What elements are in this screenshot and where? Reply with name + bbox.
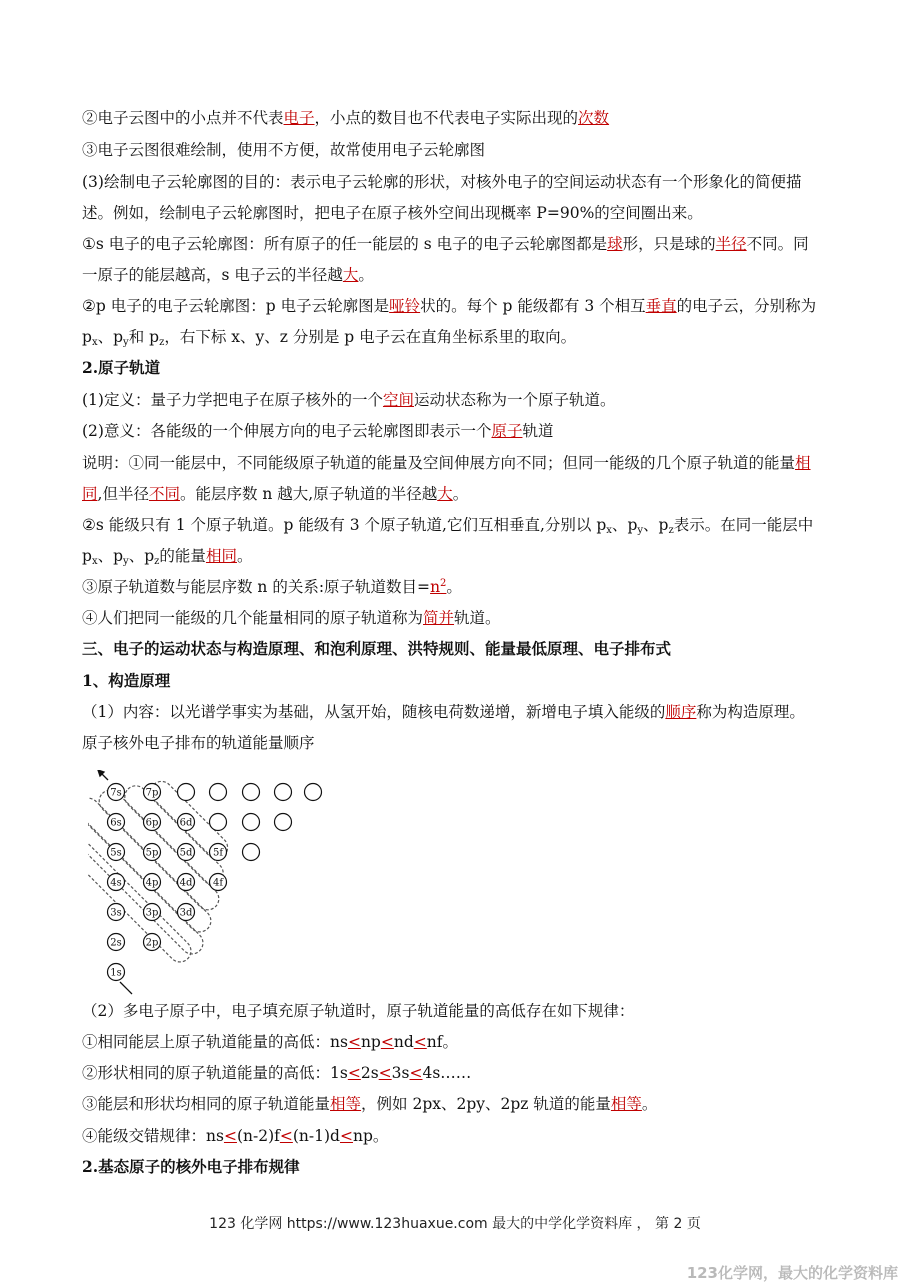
orbital-label: 3p bbox=[145, 907, 159, 919]
orbital-label: 3d bbox=[179, 907, 193, 919]
orbital-label: 3s bbox=[110, 907, 122, 919]
orbital-label: 4d bbox=[179, 877, 193, 889]
text-line: ②形状相同的原子轨道能量的高低：1s<2s<3s<4s…… bbox=[82, 1064, 472, 1082]
text-line: ③原子轨道数与能层序数 n 的关系:原子轨道数目$=n^2$。 bbox=[82, 578, 462, 596]
orbital-empty bbox=[275, 814, 292, 831]
orbital-label: 4p bbox=[145, 877, 159, 889]
orbital-label: 5p bbox=[145, 847, 159, 859]
text-line: ②电子云图中的小点并不代表电子，小点的数目也不代表电子实际出现的次数 bbox=[82, 109, 610, 127]
orbital-empty bbox=[243, 814, 260, 831]
text-line: $p_x$、$p_y$和 $p_z$，右下标 x、y、z 分别是 p 电子云在直角坐标系里的取向。 bbox=[82, 328, 577, 348]
section-heading: 2.原子轨道 bbox=[82, 358, 161, 377]
orbital-label: 1s bbox=[110, 967, 122, 979]
text-line: ④能级交错规律：ns<(n-2)f<(n-1)d<np。 bbox=[82, 1127, 389, 1145]
text-line: ④人们把同一能级的几个能量相同的原子轨道称为简并轨道。 bbox=[82, 609, 501, 627]
section-heading: 2.基态原子的核外电子排布规律 bbox=[82, 1157, 300, 1176]
orbital-label: 7p bbox=[145, 787, 159, 799]
text-line: (2)意义：各能级的一个伸展方向的电子云轮廓图即表示一个原子轨道 bbox=[82, 422, 554, 440]
text-line: $p_x$、$p_y$、$p_z$的能量相同。 bbox=[82, 547, 253, 567]
text-line: 原子核外电子排布的轨道能量顺序 bbox=[82, 734, 315, 752]
orbital-label: 6d bbox=[179, 817, 193, 829]
orbital-label: 5d bbox=[179, 847, 193, 859]
text-line: ①相同能层上原子轨道能量的高低：ns<np<nd<nf。 bbox=[82, 1033, 458, 1051]
text-line: ①s 电子的电子云轮廓图：所有原子的任一能层的 s 电子的电子云轮廓图都是球形，只是球的半径不同。同 bbox=[82, 235, 809, 253]
text-line: 一原子的能层越高，s 电子云的半径越大。 bbox=[82, 266, 374, 284]
text-line: 说明：①同一能层中，不同能级原子轨道的能量及空间伸展方向不同；但同一能级的几个原子轨道的能量相 bbox=[82, 454, 811, 472]
text-line: (3)绘制电子云轮廓图的目的：表示电子云轮廓的形状，对核外电子的空间运动状态有一个形象化的简便描 bbox=[82, 173, 802, 191]
orbital-label: 5f bbox=[212, 847, 224, 859]
orbital-empty bbox=[275, 784, 292, 801]
orbital-empty bbox=[210, 814, 227, 831]
orbital-label: 2s bbox=[110, 937, 122, 949]
orbital-empty bbox=[243, 844, 260, 861]
text-line: ②p 电子的电子云轮廓图：p 电子云轮廓图是哑铃状的。每个 p 能级都有 3 个相互垂直的电子云，分别称为 bbox=[82, 297, 817, 315]
orbital-label: 5s bbox=[110, 847, 122, 859]
section-heading: 1、构造原理 bbox=[82, 671, 171, 690]
orbital-label: 4s bbox=[110, 877, 122, 889]
text-line: ③电子云图很难绘制，使用不方便，故常使用电子云轮廓图 bbox=[82, 141, 486, 159]
text-line: 同,但半径不同。能层序数 n 越大,原子轨道的半径越大。 bbox=[82, 485, 469, 503]
orbital-empty bbox=[243, 784, 260, 801]
text-line: 述。例如，绘制电子云轮廓图时，把电子在原子核外空间出现概率 P=90%的空间圈出来。 bbox=[82, 204, 703, 222]
orbital-label: 7s bbox=[110, 787, 122, 799]
orbital-label: 6s bbox=[110, 817, 122, 829]
orbital-label: 6p bbox=[145, 817, 159, 829]
orbital-empty bbox=[305, 784, 322, 801]
orbital-label: 2p bbox=[145, 937, 159, 949]
orbital-label: 4f bbox=[212, 877, 224, 889]
text-line: （2）多电子原子中，电子填充原子轨道时，原子轨道能量的高低存在如下规律： bbox=[82, 1002, 635, 1020]
text-line: ②s 能级只有 1 个原子轨道。p 能级有 3 个原子轨道,它们互相垂直,分别以 $p_x$、$p_y$、$p_z$表示。在同一能层中 bbox=[82, 516, 814, 536]
text-line: (1)定义：量子力学把电子在原子核外的一个空间运动状态称为一个原子轨道。 bbox=[82, 391, 616, 409]
text-line: ③能层和形状均相同的原子轨道能量相等，例如 2px、2py、2pz 轨道的能量相等。 bbox=[82, 1095, 658, 1113]
section-heading: 三、电子的运动状态与构造原理、和泡利原理、洪特规则、能量最低原理、电子排布式 bbox=[82, 639, 672, 658]
watermark: 123化学网，最大的化学资料库 bbox=[686, 1264, 898, 1282]
orbital-empty bbox=[178, 784, 195, 801]
text-line: （1）内容：以光谱学事实为基础，从氢开始，随核电荷数递增，新增电子填入能级的顺序称为构造原理。 bbox=[82, 703, 805, 721]
page-footer: 123 化学网 https://www.123huaxue.com 最大的中学化学资料库 ， 第 2 页 bbox=[209, 1216, 701, 1232]
aufbau-diagram bbox=[88, 770, 348, 995]
orbital-empty bbox=[210, 784, 227, 801]
